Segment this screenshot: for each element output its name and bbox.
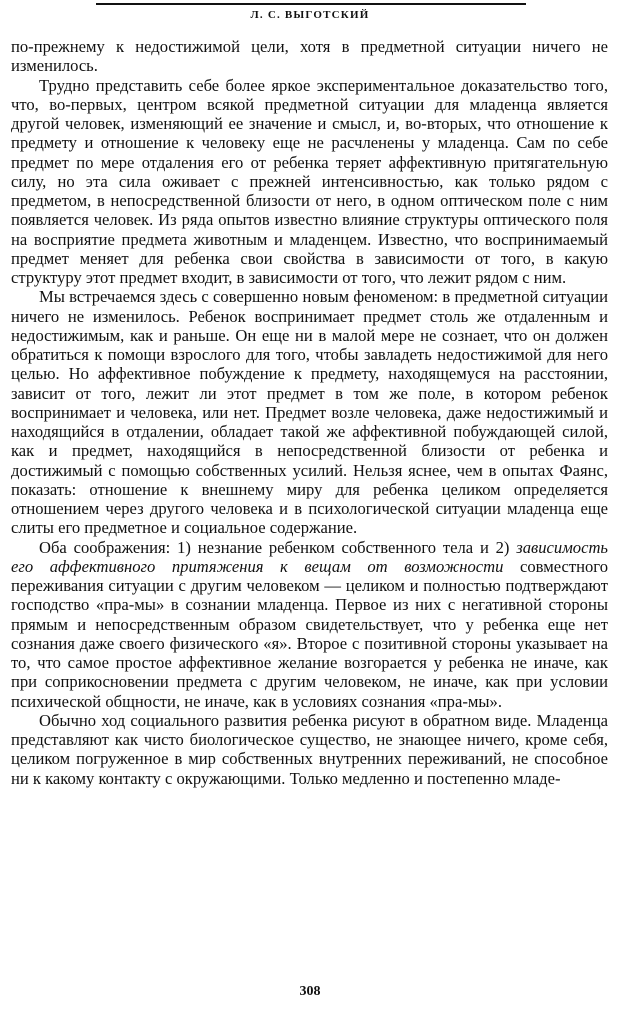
paragraph-continuation: по-прежнему к недостижимой цели, хотя в предметной ситуации ничего не изменилось. xyxy=(11,37,608,76)
paragraph-text: Оба соображения: 1) незнание ребенком собственного тела и 2) xyxy=(39,537,517,557)
italic-emphasis: зависимость его аффективного притяжения к вещам от возможности xyxy=(11,537,608,576)
running-header: Л. С. ВЫГОТСКИЙ xyxy=(250,9,370,21)
page-body xyxy=(11,37,608,788)
paragraph: Трудно представить себе более яркое экспериментальное доказательство того, что, во-первых, центром всякой предметной ситуации для младенца является другой человек, изменяющий ее значение и смысл, и, во-вторых, что отношение к предмету и отношение к человеку еще не расчленены у младенца. Сам по себе предмет по мере отдаления его от ребенка теряет аффективную притягательную силу, но эта сила оживает с прежней интенсивностью, как только рядом с предметом, в непосредственной близости от него, в одном оптическом поле с ним появляется человек. Из ряда опытов известно влияние структуры оптического поля на восприятие предмета животным и младенцем. Известно, что воспринимаемый предмет меняет для ребенка свои свойства в зависимости от того, в какую структуру этот предмет входит, в зависимости от того, что лежит рядом с ним. xyxy=(11,75,608,287)
paragraph xyxy=(11,538,608,711)
paragraph-text: совместного переживания ситуации с другим человеком — целиком и полностью подтверждают господство «пра-мы» в сознании младенца. Первое из них с негативной стороны прямым и непосредственным образом свидетельствует, что у ребенка еще нет сознания даже своего физического «я». Второе с позитивной стороны указывает на то, что самое простое аффективное желание возгорается у ребенка не иначе, как при соприкосновении предмета с другим человеком, не иначе, как при условии психической общности, не иначе, как в условиях сознания «пра-мы». xyxy=(11,556,608,711)
header-rule xyxy=(96,3,526,5)
paragraph: Обычно ход социального развития ребенка рисуют в обратном виде. Младенца представляют как чисто биологическое существо, не знающее ничего, кроме себя, целиком погруженное в мир собственных внутренних переживаний, не способное ни к какому контакту с окружающими. Только медленно и постепенно младе- xyxy=(11,710,608,788)
paragraph: Мы встречаемся здесь с совершенно новым феноменом: в предметной ситуации ничего не изменилось. Ребенок воспринимает предмет столь же отдаленным и недостижимым, как и раньше. Он еще ни в малой мере не сознает, что он должен обратиться к помощи взрослого для того, чтобы завладеть недостижимой для него целью. Но аффективное побуждение к предмету, находящемуся на расстоянии, зависит от того, лежит ли этот предмет в том же поле, в котором ребенок воспринимает и человека, или нет. Предмет возле человека, даже недостижимый и находящийся в отдалении, обладает такой же аффективной побуждающей силой, как и предмет, находящийся в непосредственной близости от ребенка и достижимый с помощью собственных усилий. Нельзя яснее, чем в опытах Фаянс, показать: отношение к внешнему миру для ребенка целиком определяется отношением через другого человека и в психологической ситуации младенца еще слиты его предметное и социальное содержание. xyxy=(11,287,608,538)
page-number: 308 xyxy=(299,984,321,999)
